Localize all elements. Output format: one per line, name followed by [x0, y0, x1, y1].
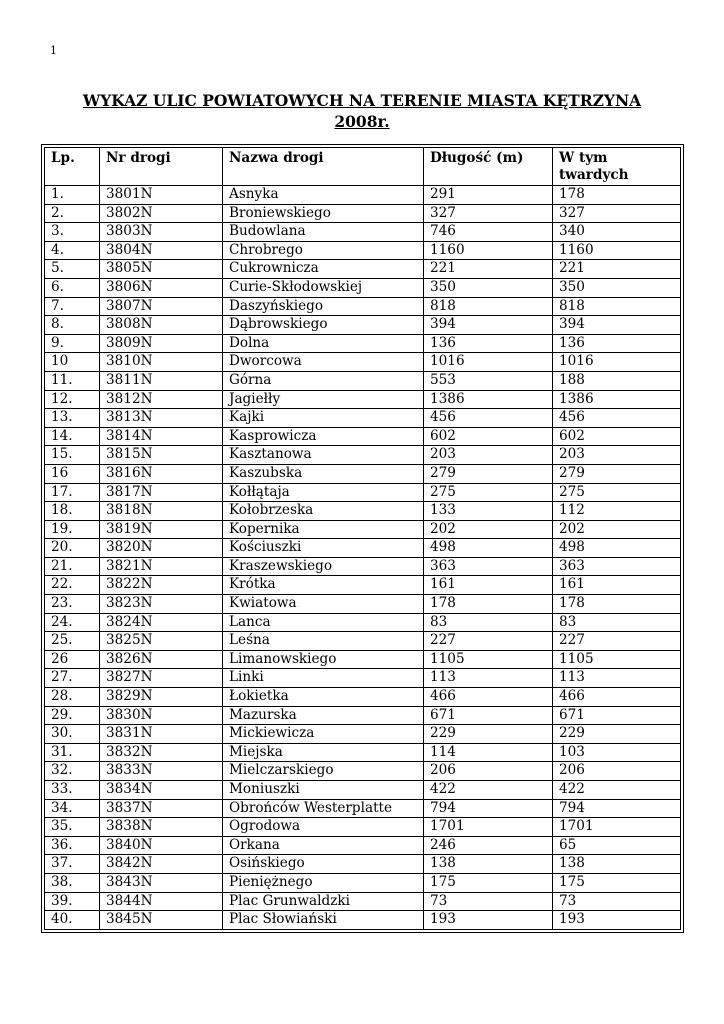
- table-row: [45, 390, 681, 409]
- cell-nr-drogi: 3840N: [100, 836, 223, 855]
- cell-dlugosc: 553: [424, 371, 553, 390]
- cell-nazwa-drogi: Górna: [223, 371, 424, 390]
- cell-dlugosc: 794: [424, 799, 553, 818]
- table-row: [45, 632, 681, 651]
- cell-lp: 16: [45, 464, 100, 483]
- cell-nr-drogi: 3825N: [100, 632, 223, 651]
- cell-twardych: 394: [553, 316, 681, 335]
- cell-lp: 20.: [45, 539, 100, 558]
- cell-nr-drogi: 3813N: [100, 409, 223, 428]
- cell-nazwa-drogi: Mickiewicza: [223, 725, 424, 744]
- table-row: [45, 409, 681, 428]
- cell-dlugosc: 1016: [424, 353, 553, 372]
- cell-nr-drogi: 3826N: [100, 650, 223, 669]
- table-row: [45, 241, 681, 260]
- cell-dlugosc: 291: [424, 186, 553, 205]
- cell-twardych: 456: [553, 409, 681, 428]
- cell-nr-drogi: 3809N: [100, 334, 223, 353]
- cell-twardych: 1386: [553, 390, 681, 409]
- cell-nazwa-drogi: Łokietka: [223, 688, 424, 707]
- cell-nazwa-drogi: Kaszubska: [223, 464, 424, 483]
- cell-lp: 40.: [45, 911, 100, 930]
- cell-lp: 3.: [45, 223, 100, 242]
- cell-dlugosc: 1105: [424, 650, 553, 669]
- cell-twardych: 175: [553, 873, 681, 892]
- cell-dlugosc: 602: [424, 427, 553, 446]
- cell-dlugosc: 327: [424, 204, 553, 223]
- cell-nazwa-drogi: Dolna: [223, 334, 424, 353]
- cell-lp: 10: [45, 353, 100, 372]
- cell-twardych: 498: [553, 539, 681, 558]
- cell-dlugosc: 466: [424, 688, 553, 707]
- cell-twardych: 103: [553, 743, 681, 762]
- cell-nazwa-drogi: Jagiełły: [223, 390, 424, 409]
- cell-nr-drogi: 3827N: [100, 669, 223, 688]
- cell-nazwa-drogi: Kopernika: [223, 520, 424, 539]
- cell-nazwa-drogi: Plac Słowiański: [223, 911, 424, 930]
- cell-nazwa-drogi: Kasztanowa: [223, 446, 424, 465]
- table-row: [45, 204, 681, 223]
- cell-nazwa-drogi: Linki: [223, 669, 424, 688]
- cell-nr-drogi: 3819N: [100, 520, 223, 539]
- cell-lp: 5.: [45, 260, 100, 279]
- cell-twardych: 1105: [553, 650, 681, 669]
- cell-nazwa-drogi: Ogrodowa: [223, 818, 424, 837]
- cell-twardych: 1701: [553, 818, 681, 837]
- table-row: [45, 186, 681, 205]
- cell-nr-drogi: 3816N: [100, 464, 223, 483]
- cell-dlugosc: 133: [424, 502, 553, 521]
- table-row: [45, 334, 681, 353]
- cell-lp: 9.: [45, 334, 100, 353]
- table-row: [45, 799, 681, 818]
- cell-lp: 2.: [45, 204, 100, 223]
- table-row: [45, 650, 681, 669]
- cell-nr-drogi: 3801N: [100, 186, 223, 205]
- cell-lp: 17.: [45, 483, 100, 502]
- cell-dlugosc: 1701: [424, 818, 553, 837]
- cell-nr-drogi: 3815N: [100, 446, 223, 465]
- cell-dlugosc: 422: [424, 781, 553, 800]
- cell-lp: 14.: [45, 427, 100, 446]
- cell-lp: 13.: [45, 409, 100, 428]
- cell-lp: 15.: [45, 446, 100, 465]
- cell-nazwa-drogi: Kasprowicza: [223, 427, 424, 446]
- cell-twardych: 178: [553, 186, 681, 205]
- cell-twardych: 671: [553, 706, 681, 725]
- cell-dlugosc: 113: [424, 669, 553, 688]
- table-row: [45, 873, 681, 892]
- cell-lp: 32.: [45, 762, 100, 781]
- table-row: [45, 613, 681, 632]
- table-row: [45, 371, 681, 390]
- cell-dlugosc: 279: [424, 464, 553, 483]
- cell-twardych: 206: [553, 762, 681, 781]
- cell-nazwa-drogi: Kwiatowa: [223, 595, 424, 614]
- cell-nazwa-drogi: Budowlana: [223, 223, 424, 242]
- table-row: [45, 911, 681, 930]
- cell-nazwa-drogi: Chrobrego: [223, 241, 424, 260]
- cell-nr-drogi: 3830N: [100, 706, 223, 725]
- cell-nr-drogi: 3838N: [100, 818, 223, 837]
- cell-nr-drogi: 3803N: [100, 223, 223, 242]
- table-row: [45, 781, 681, 800]
- cell-nr-drogi: 3829N: [100, 688, 223, 707]
- cell-twardych: 73: [553, 892, 681, 911]
- cell-dlugosc: 227: [424, 632, 553, 651]
- cell-lp: 7.: [45, 297, 100, 316]
- cell-dlugosc: 229: [424, 725, 553, 744]
- cell-dlugosc: 394: [424, 316, 553, 335]
- cell-nazwa-drogi: Obrońców Westerplatte: [223, 799, 424, 818]
- cell-lp: 25.: [45, 632, 100, 651]
- cell-dlugosc: 671: [424, 706, 553, 725]
- cell-lp: 34.: [45, 799, 100, 818]
- table-row: [45, 464, 681, 483]
- cell-nr-drogi: 3843N: [100, 873, 223, 892]
- cell-twardych: 202: [553, 520, 681, 539]
- cell-lp: 39.: [45, 892, 100, 911]
- table-row: [45, 353, 681, 372]
- cell-twardych: 65: [553, 836, 681, 855]
- cell-dlugosc: 363: [424, 557, 553, 576]
- cell-lp: 11.: [45, 371, 100, 390]
- cell-nr-drogi: 3810N: [100, 353, 223, 372]
- cell-dlugosc: 1160: [424, 241, 553, 260]
- column-header-lp: Lp.: [45, 148, 100, 186]
- cell-twardych: 275: [553, 483, 681, 502]
- cell-twardych: 279: [553, 464, 681, 483]
- table-row: [45, 557, 681, 576]
- cell-nr-drogi: 3807N: [100, 297, 223, 316]
- table-row: [45, 688, 681, 707]
- cell-nazwa-drogi: Moniuszki: [223, 781, 424, 800]
- table-body: [45, 186, 681, 930]
- cell-dlugosc: 203: [424, 446, 553, 465]
- cell-lp: 24.: [45, 613, 100, 632]
- cell-lp: 8.: [45, 316, 100, 335]
- cell-nr-drogi: 3845N: [100, 911, 223, 930]
- cell-dlugosc: 1386: [424, 390, 553, 409]
- cell-dlugosc: 193: [424, 911, 553, 930]
- cell-nr-drogi: 3814N: [100, 427, 223, 446]
- cell-nr-drogi: 3822N: [100, 576, 223, 595]
- cell-nr-drogi: 3833N: [100, 762, 223, 781]
- cell-nazwa-drogi: Kołobrzeska: [223, 502, 424, 521]
- cell-lp: 31.: [45, 743, 100, 762]
- cell-nr-drogi: 3831N: [100, 725, 223, 744]
- cell-dlugosc: 136: [424, 334, 553, 353]
- cell-dlugosc: 202: [424, 520, 553, 539]
- table-row: [45, 855, 681, 874]
- cell-twardych: 227: [553, 632, 681, 651]
- table-row: [45, 446, 681, 465]
- cell-twardych: 1016: [553, 353, 681, 372]
- table-row: [45, 595, 681, 614]
- table-row: [45, 892, 681, 911]
- cell-nazwa-drogi: Miejska: [223, 743, 424, 762]
- cell-dlugosc: 206: [424, 762, 553, 781]
- cell-lp: 19.: [45, 520, 100, 539]
- cell-twardych: 136: [553, 334, 681, 353]
- cell-lp: 4.: [45, 241, 100, 260]
- cell-dlugosc: 161: [424, 576, 553, 595]
- cell-lp: 12.: [45, 390, 100, 409]
- cell-nazwa-drogi: Dworcowa: [223, 353, 424, 372]
- cell-twardych: 83: [553, 613, 681, 632]
- cell-nazwa-drogi: Mazurska: [223, 706, 424, 725]
- cell-nazwa-drogi: Daszyńskiego: [223, 297, 424, 316]
- cell-dlugosc: 175: [424, 873, 553, 892]
- cell-nazwa-drogi: Mielczarskiego: [223, 762, 424, 781]
- table-row: [45, 297, 681, 316]
- table-row: [45, 836, 681, 855]
- cell-dlugosc: 83: [424, 613, 553, 632]
- cell-nazwa-drogi: Pieniężnego: [223, 873, 424, 892]
- table-row: [45, 316, 681, 335]
- cell-lp: 26: [45, 650, 100, 669]
- cell-lp: 23.: [45, 595, 100, 614]
- document-title: [44, 90, 680, 132]
- cell-lp: 33.: [45, 781, 100, 800]
- table-row: [45, 427, 681, 446]
- cell-dlugosc: 73: [424, 892, 553, 911]
- table-row: [45, 669, 681, 688]
- cell-nazwa-drogi: Plac Grunwaldzki: [223, 892, 424, 911]
- cell-nr-drogi: 3844N: [100, 892, 223, 911]
- cell-twardych: 203: [553, 446, 681, 465]
- table-row: [45, 260, 681, 279]
- table-row: [45, 818, 681, 837]
- cell-nr-drogi: 3804N: [100, 241, 223, 260]
- column-header-w-tym-twardych: W tym twardych: [553, 148, 681, 186]
- column-header-nazwa-drogi: Nazwa drogi: [223, 148, 424, 186]
- cell-twardych: 1160: [553, 241, 681, 260]
- cell-nazwa-drogi: Orkana: [223, 836, 424, 855]
- cell-nr-drogi: 3808N: [100, 316, 223, 335]
- cell-nazwa-drogi: Kajki: [223, 409, 424, 428]
- cell-lp: 18.: [45, 502, 100, 521]
- cell-nazwa-drogi: Krótka: [223, 576, 424, 595]
- cell-nr-drogi: 3802N: [100, 204, 223, 223]
- cell-twardych: 113: [553, 669, 681, 688]
- cell-dlugosc: 178: [424, 595, 553, 614]
- cell-nazwa-drogi: Dąbrowskiego: [223, 316, 424, 335]
- table-row: [45, 706, 681, 725]
- cell-lp: 36.: [45, 836, 100, 855]
- streets-table: [44, 147, 681, 930]
- cell-dlugosc: 498: [424, 539, 553, 558]
- cell-dlugosc: 221: [424, 260, 553, 279]
- cell-lp: 35.: [45, 818, 100, 837]
- title-line-1: WYKAZ ULIC POWIATOWYCH NA TERENIE MIASTA KĘTRZYNA: [82, 91, 642, 110]
- cell-nazwa-drogi: Curie-Skłodowskiej: [223, 278, 424, 297]
- table-row: [45, 762, 681, 781]
- table-header-row: [45, 148, 681, 186]
- cell-lp: 22.: [45, 576, 100, 595]
- cell-nr-drogi: 3837N: [100, 799, 223, 818]
- cell-twardych: 229: [553, 725, 681, 744]
- cell-nr-drogi: 3812N: [100, 390, 223, 409]
- cell-twardych: 422: [553, 781, 681, 800]
- table-row: [45, 223, 681, 242]
- cell-twardych: 188: [553, 371, 681, 390]
- cell-lp: 30.: [45, 725, 100, 744]
- cell-lp: 38.: [45, 873, 100, 892]
- cell-nr-drogi: 3818N: [100, 502, 223, 521]
- cell-nazwa-drogi: Kraszewskiego: [223, 557, 424, 576]
- cell-lp: 1.: [45, 186, 100, 205]
- cell-dlugosc: 746: [424, 223, 553, 242]
- cell-twardych: 602: [553, 427, 681, 446]
- cell-lp: 21.: [45, 557, 100, 576]
- cell-dlugosc: 350: [424, 278, 553, 297]
- cell-dlugosc: 246: [424, 836, 553, 855]
- table-row: [45, 743, 681, 762]
- cell-nr-drogi: 3811N: [100, 371, 223, 390]
- cell-twardych: 340: [553, 223, 681, 242]
- cell-twardych: 221: [553, 260, 681, 279]
- cell-twardych: 161: [553, 576, 681, 595]
- table-row: [45, 725, 681, 744]
- cell-twardych: 466: [553, 688, 681, 707]
- cell-nr-drogi: 3820N: [100, 539, 223, 558]
- cell-nazwa-drogi: Lanca: [223, 613, 424, 632]
- cell-twardych: 327: [553, 204, 681, 223]
- cell-nazwa-drogi: Limanowskiego: [223, 650, 424, 669]
- cell-twardych: 350: [553, 278, 681, 297]
- cell-twardych: 178: [553, 595, 681, 614]
- cell-nr-drogi: 3806N: [100, 278, 223, 297]
- page-number: 1: [50, 44, 57, 57]
- column-header-nr-drogi: Nr drogi: [100, 148, 223, 186]
- cell-nr-drogi: 3834N: [100, 781, 223, 800]
- cell-dlugosc: 818: [424, 297, 553, 316]
- cell-nazwa-drogi: Leśna: [223, 632, 424, 651]
- table-row: [45, 539, 681, 558]
- table-row: [45, 502, 681, 521]
- cell-dlugosc: 138: [424, 855, 553, 874]
- cell-nazwa-drogi: Cukrownicza: [223, 260, 424, 279]
- cell-lp: 29.: [45, 706, 100, 725]
- cell-twardych: 818: [553, 297, 681, 316]
- cell-nazwa-drogi: Broniewskiego: [223, 204, 424, 223]
- cell-nazwa-drogi: Asnyka: [223, 186, 424, 205]
- table-row: [45, 483, 681, 502]
- cell-twardych: 363: [553, 557, 681, 576]
- table-row: [45, 278, 681, 297]
- cell-lp: 27.: [45, 669, 100, 688]
- table-row: [45, 576, 681, 595]
- cell-nr-drogi: 3817N: [100, 483, 223, 502]
- cell-lp: 6.: [45, 278, 100, 297]
- cell-nr-drogi: 3805N: [100, 260, 223, 279]
- cell-nazwa-drogi: Kołłątaja: [223, 483, 424, 502]
- cell-nazwa-drogi: Kościuszki: [223, 539, 424, 558]
- cell-nazwa-drogi: Osińskiego: [223, 855, 424, 874]
- title-line-2: 2008r.: [334, 112, 390, 131]
- cell-dlugosc: 456: [424, 409, 553, 428]
- cell-nr-drogi: 3832N: [100, 743, 223, 762]
- cell-nr-drogi: 3824N: [100, 613, 223, 632]
- cell-twardych: 138: [553, 855, 681, 874]
- cell-nr-drogi: 3821N: [100, 557, 223, 576]
- cell-twardych: 112: [553, 502, 681, 521]
- cell-nr-drogi: 3823N: [100, 595, 223, 614]
- cell-dlugosc: 114: [424, 743, 553, 762]
- cell-lp: 28.: [45, 688, 100, 707]
- cell-nr-drogi: 3842N: [100, 855, 223, 874]
- cell-twardych: 794: [553, 799, 681, 818]
- table-row: [45, 520, 681, 539]
- cell-lp: 37.: [45, 855, 100, 874]
- column-header-dlugosc: Długość (m): [424, 148, 553, 186]
- cell-twardych: 193: [553, 911, 681, 930]
- cell-dlugosc: 275: [424, 483, 553, 502]
